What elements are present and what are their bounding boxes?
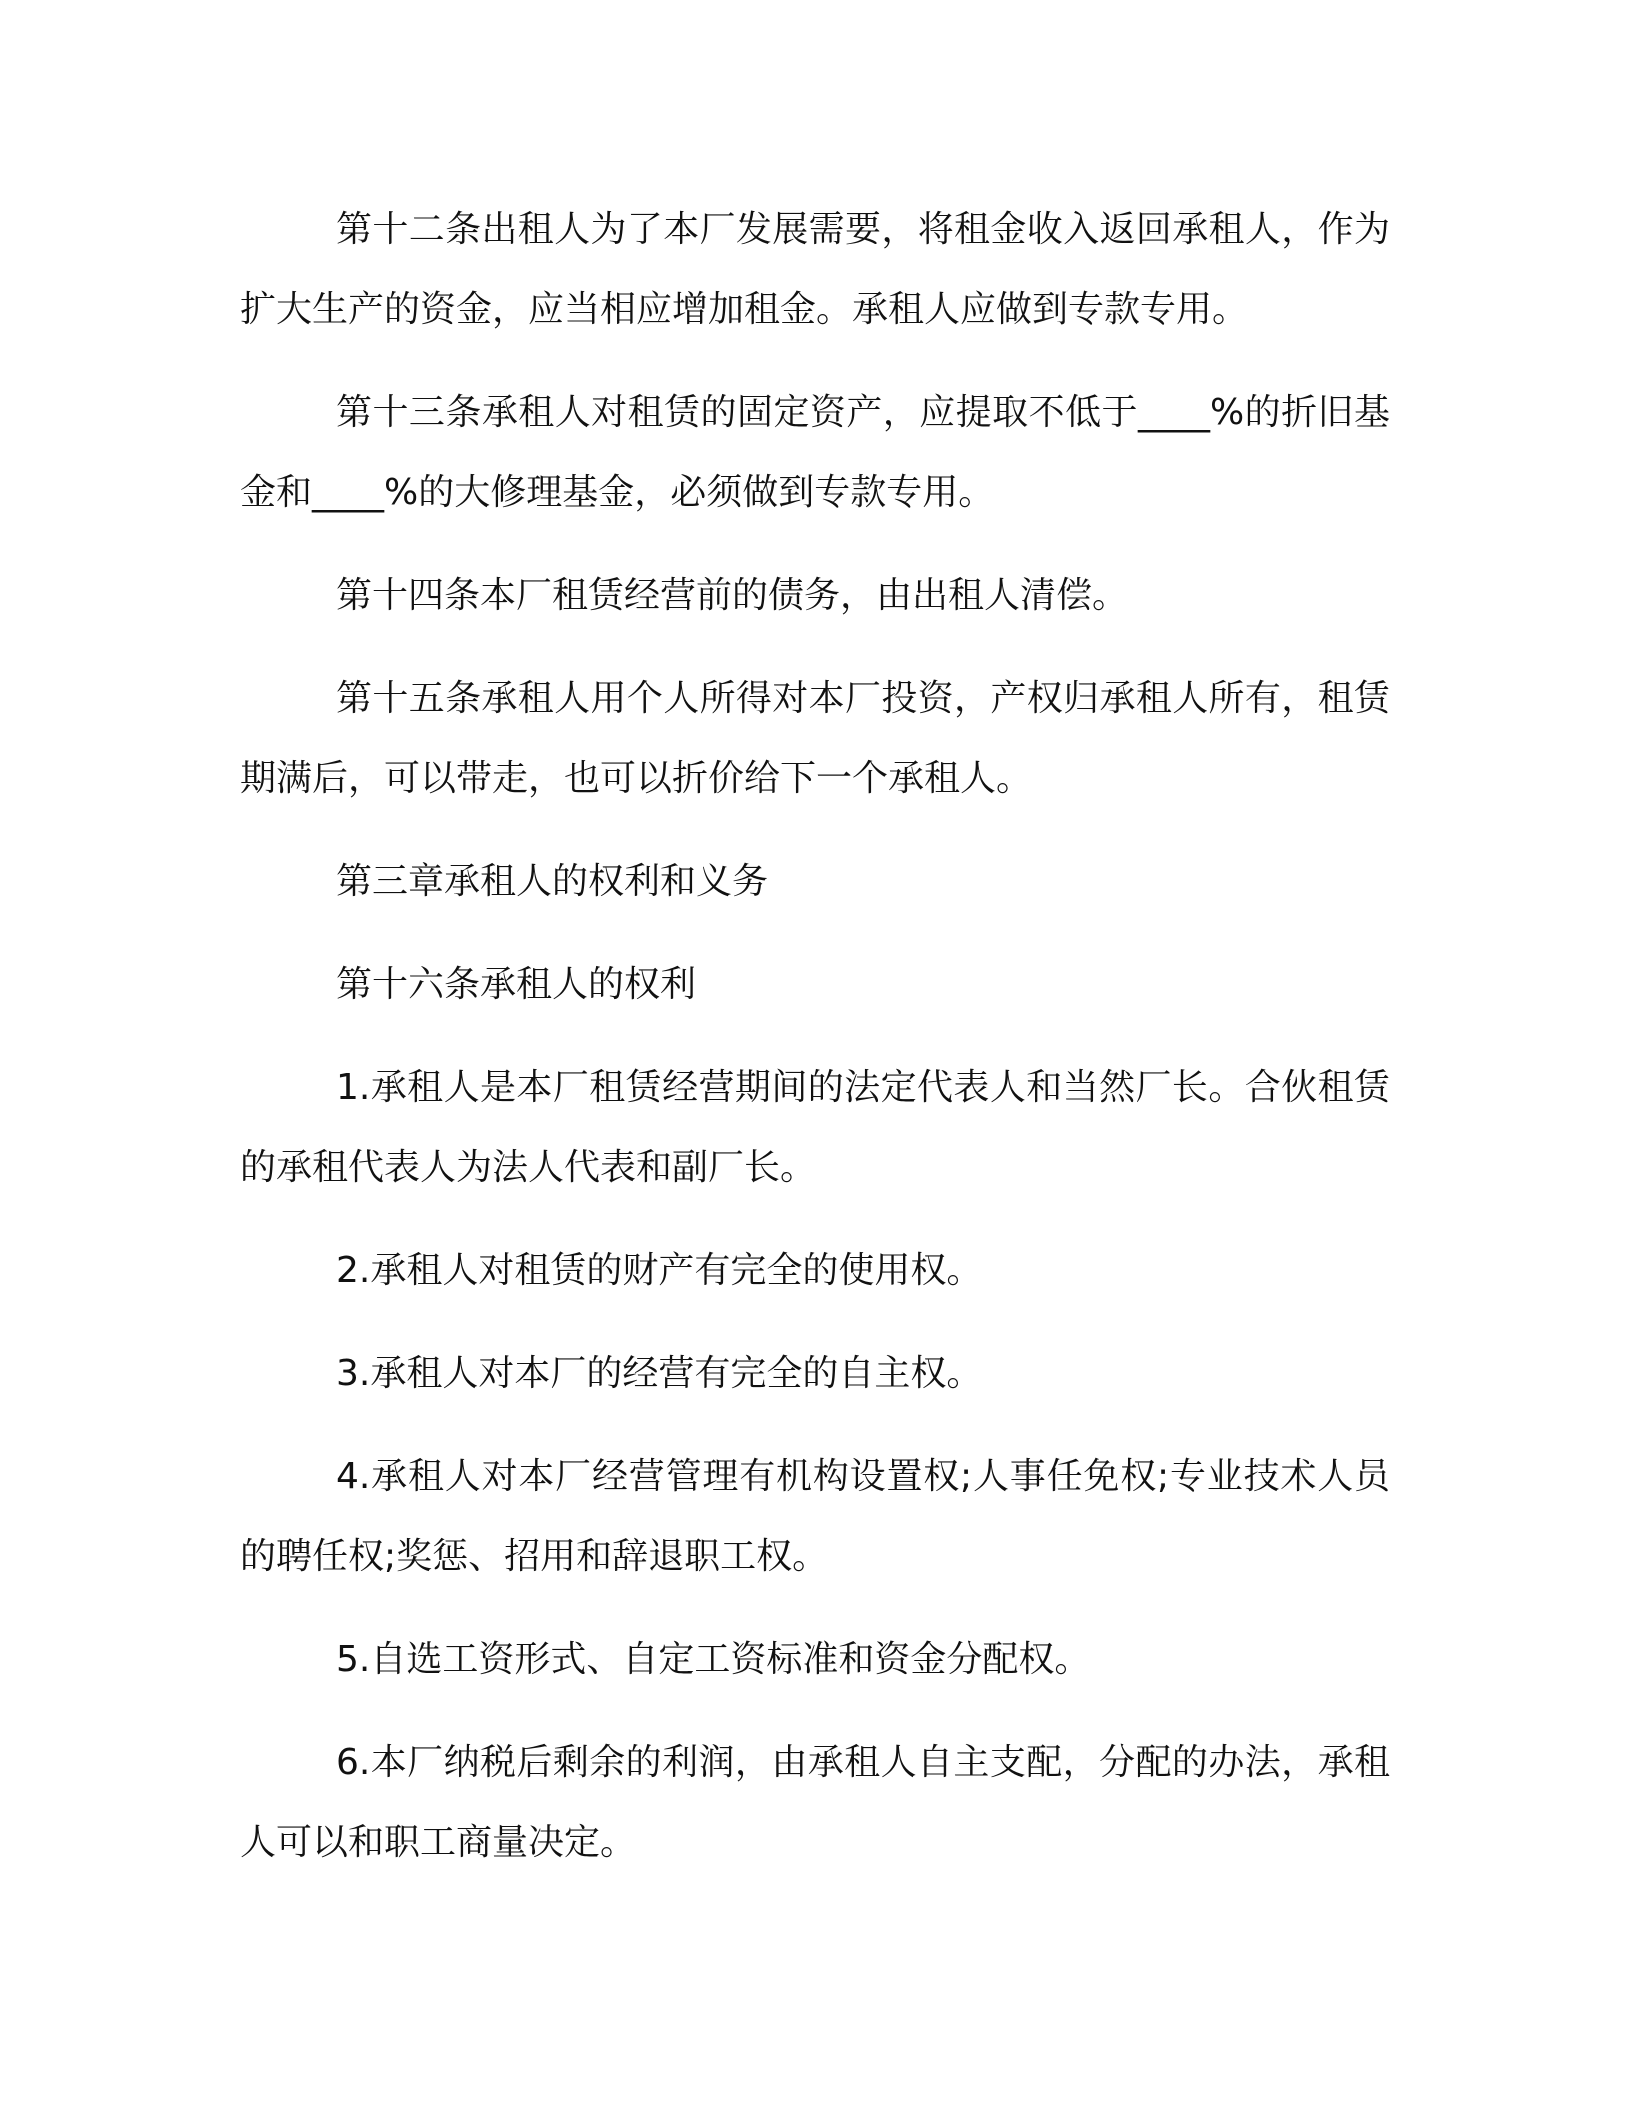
article-12-paragraph: 第十二条出租人为了本厂发展需要，将租金收入返回承租人，作为扩大生产的资金，应当相应增加租金。承租人应做到专款专用。 [240,209,1390,330]
right-item-2: 2.承租人对租赁的财产有完全的使用权。 [336,1250,983,1291]
right-item-6: 6.本厂纳税后剩余的利润，由承租人自主支配，分配的办法，承租人可以和职工商量决定。 [240,1742,1390,1863]
right-item-4: 4.承租人对本厂经营管理有机构设置权;人事任免权;专业技术人员的聘任权;奖惩、招用和辞退职工权。 [240,1456,1390,1577]
right-item-3: 3.承租人对本厂的经营有完全的自主权。 [336,1353,983,1394]
article-16-heading: 第十六条承租人的权利 [336,964,697,1005]
right-item-1: 1.承租人是本厂租赁经营期间的法定代表人和当然厂长。合伙租赁的承租代表人为法人代表和副厂长。 [240,1067,1390,1188]
right-item-5: 5.自选工资形式、自定工资标准和资金分配权。 [336,1639,1091,1680]
chapter-3-heading: 第三章承租人的权利和义务 [336,861,769,902]
article-13-paragraph: 第十三条承租人对租赁的固定资产，应提取不低于____%的折旧基金和____%的大修理基金，必须做到专款专用。 [240,392,1390,513]
article-15-paragraph: 第十五条承租人用个人所得对本厂投资，产权归承租人所有，租赁期满后，可以带走，也可以折价给下一个承租人。 [240,678,1390,799]
document-body [240,190,1390,1906]
article-14-paragraph: 第十四条本厂租赁经营前的债务，由出租人清偿。 [336,575,1129,616]
